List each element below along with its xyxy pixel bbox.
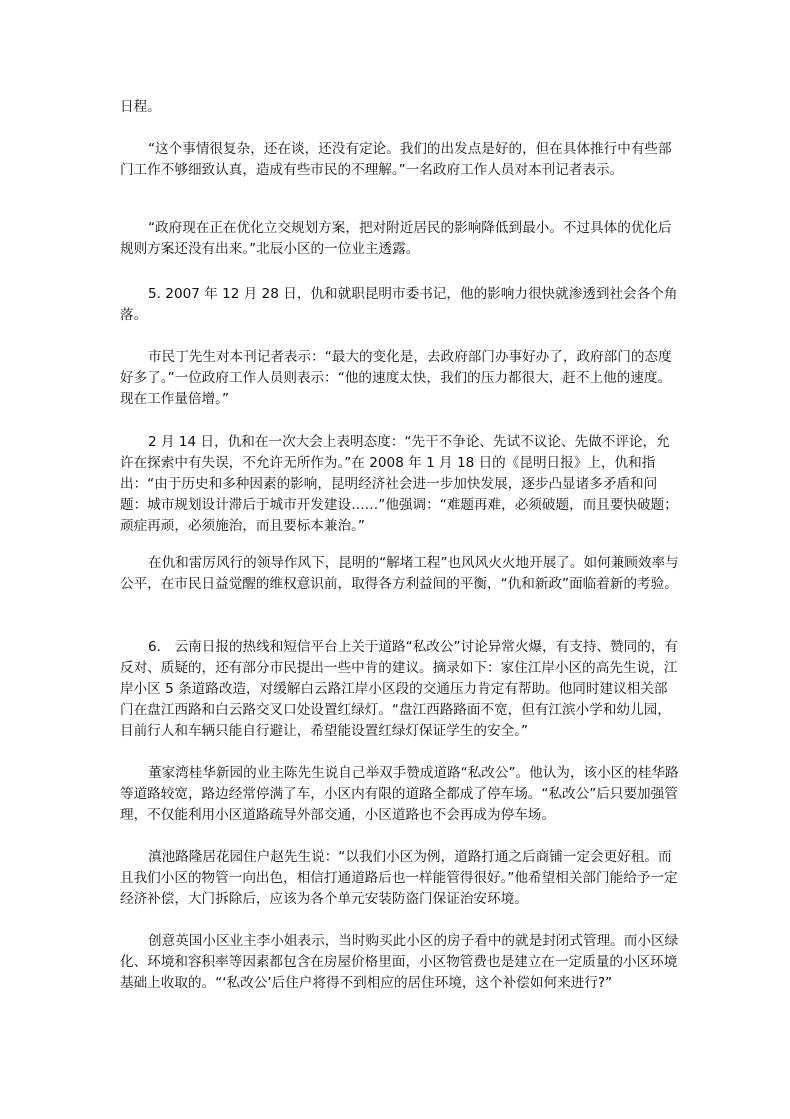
paragraph-5: 市民丁先生对本刊记者表示：“最大的变化是，去政府部门办事好办了，政府部门的态度好多了。”一位政府工作人员则表示：“他的速度太快，我们的压力都很大，赶不上他的速度。现在工作量倍增。” [120,349,672,407]
paragraph-2: “这个事情很复杂，还在谈，还没有定论。我们的出发点是好的，但在具体推行中有些部门工作不够细致认真，造成有些市民的不理解。”一名政府工作人员对本刊记者表示。 [120,141,672,178]
paragraph-9: 董家湾桂华新园的业主陈先生说自己举双手赞成道路“私改公”。他认为，该小区的桂华路等道路较宽，路边经常停满了车，小区内有限的道路全都成了停车场。“私改公”后只要加强管理，不仅能利用小区道路疏导外部交通，小区道路也不会再成为停车场。 [120,765,679,823]
paragraph-4: 5. 2007 年 12 月 28 日，仇和就职昆明市委书记，他的影响力很快就渗透到社会各个角落。 [120,286,678,323]
paragraph-11: 创意英国小区业主李小姐表示，当时购买此小区的房子看中的就是封闭式管理。而小区绿化、环境和容积率等因素都包含在房屋价格里面，小区物管费也是建立在一定质量的小区环境基础上收取的。“‘私改公’后住户将得不到相应的居住环境，这个补偿如何来进行?” [120,933,679,991]
paragraph-8: 6. 云南日报的热线和短信平台上关于道路“私改公”讨论异常火爆，有支持、赞同的，有反对、质疑的，还有部分市民提出一些中肯的建议。摘录如下：家住江岸小区的高先生说，江岸小区 5 条道路改造，对缓解白云路江岸小区段的交通压力肯定有帮助。他同时建议相关部门在盘江西路和白云路交叉口处设置红绿灯。“盘江西路路面不宽，但有江滨小学和幼儿园，目前行人和车辆只能自行避让，希望能设置红绿灯保证学生的安全。” [120,639,679,739]
paragraph-1: 日程。 [120,99,161,115]
paragraph-10: 滇池路隆居花园住户赵先生说：“以我们小区为例，道路打通之后商铺一定会更好租。而且我们小区的物管一向出色，相信打通道路后也一样能管得很好。”他希望相关部门能给予一定经济补偿，大门拆除后，应该为各个单元安装防盗门保证治安环境。 [120,849,678,907]
paragraph-7: 在仇和雷厉风行的领导作风下，昆明的“解堵工程”也风风火火地开展了。如何兼顾效率与公平，在市民日益觉醒的维权意识前，取得各方利益间的平衡，“仇和新政”面临着新的考验。 [120,555,679,592]
paragraph-3: “政府现在正在优化立交规划方案，把对附近居民的影响降低到最小。不过具体的优化后规则方案还没有出来。”北辰小区的一位业主透露。 [120,220,672,257]
paragraph-6: 2 月 14 日，仇和在一次大会上表明态度：“先干不争论、先试不议论、先做不评论，允许在探索中有失误，不允许无所作为。”在 2008 年 1 月 18 日的《昆明日报》上，仇和指出：“由于历史和多种因素的影响，昆明经济社会进一步加快发展，逐步凸显诸多矛盾和问题：城市规划设计滞后于城市开发建设……”他强调：“难题再难，必须破题，而且要快破题；顽症再顽，必须施治，而且要标本兼治。” [120,434,678,534]
